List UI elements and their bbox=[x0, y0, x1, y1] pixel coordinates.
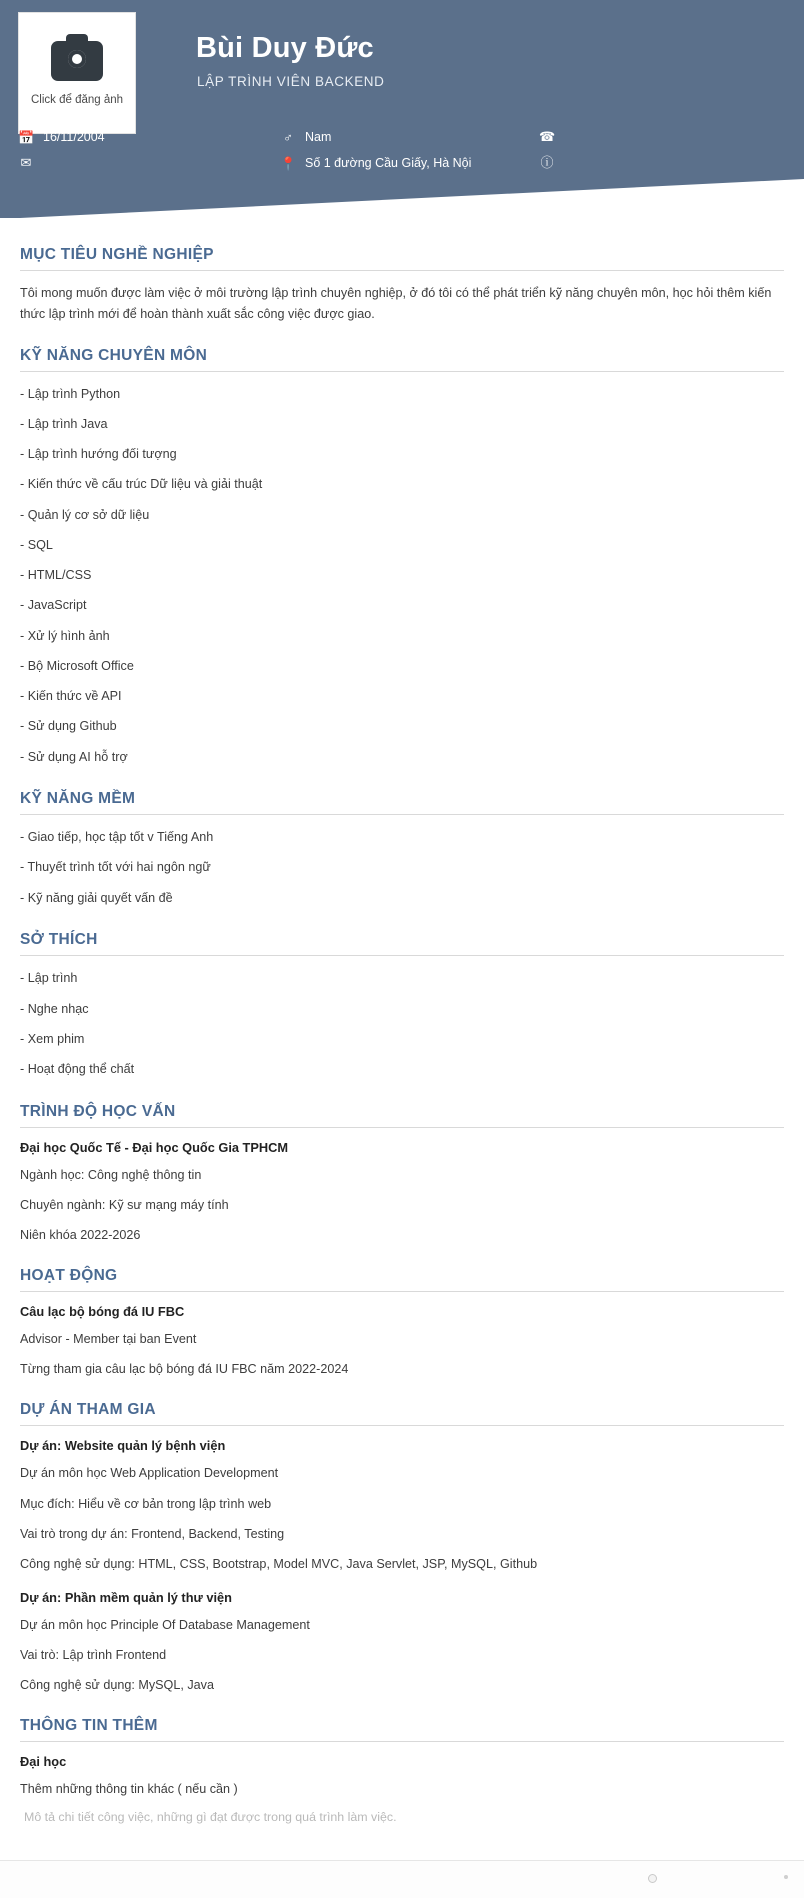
camera-icon bbox=[51, 41, 103, 81]
page-footer bbox=[0, 1860, 804, 1898]
section-title-hard-skills: KỸ NĂNG CHUYÊN MÔN bbox=[20, 346, 208, 364]
additional-subhead[interactable]: Đại học bbox=[20, 1754, 67, 1770]
education-line[interactable]: Niên khóa 2022-2026 bbox=[20, 1228, 141, 1243]
list-item[interactable]: - Xử lý hình ảnh bbox=[20, 628, 110, 643]
list-item[interactable]: - Lập trình Java bbox=[20, 416, 108, 431]
section-soft-skills bbox=[20, 790, 784, 909]
job-title[interactable]: LẬP TRÌNH VIÊN BACKEND bbox=[197, 74, 385, 89]
divider bbox=[20, 270, 784, 271]
list-item[interactable]: - Sử dụng AI hỗ trợ bbox=[20, 749, 128, 764]
list-item[interactable]: - Lập trình hướng đối tượng bbox=[20, 447, 177, 462]
project-name[interactable]: Dự án: Phần mềm quản lý thư viện bbox=[20, 1590, 232, 1606]
list-item[interactable]: - Thuyết trình tốt với hai ngôn ngữ bbox=[20, 860, 211, 875]
project-line[interactable]: Dự án môn học Principle Of Database Management bbox=[20, 1618, 310, 1633]
activity-club[interactable]: Câu lạc bộ bóng đá IU FBC bbox=[20, 1304, 185, 1320]
section-objective bbox=[20, 246, 784, 325]
section-title-activities: HOẠT ĐỘNG bbox=[20, 1267, 118, 1285]
divider bbox=[20, 1425, 784, 1426]
contact-dob[interactable] bbox=[18, 130, 105, 144]
list-item[interactable]: - Kiến thức về cấu trúc Dữ liệu và giải thuật bbox=[20, 477, 263, 492]
education-line[interactable]: Chuyên ngành: Kỹ sư mạng máy tính bbox=[20, 1197, 229, 1212]
education-line[interactable]: Ngành học: Công nghệ thông tin bbox=[20, 1167, 202, 1182]
list-item[interactable]: - HTML/CSS bbox=[20, 568, 92, 583]
contact-email[interactable] bbox=[18, 156, 43, 169]
calendar-icon: 📅 bbox=[18, 129, 35, 145]
project-item bbox=[20, 1590, 784, 1695]
mail-icon: ✉ bbox=[20, 155, 32, 170]
contact-info-extra[interactable] bbox=[539, 156, 564, 169]
section-title-education: TRÌNH ĐỘ HỌC VẤN bbox=[20, 1102, 176, 1120]
divider bbox=[20, 371, 784, 372]
list-item[interactable]: - Kiến thức về API bbox=[20, 689, 122, 704]
list-item[interactable]: - Kỹ năng giải quyết vấn đề bbox=[20, 890, 173, 905]
additional-line[interactable]: Thêm những thông tin khác ( nếu cần ) bbox=[20, 1782, 238, 1797]
objective-text[interactable]: Tôi mong muốn được làm việc ở môi trường lập trình chuyên nghiệp, ở đó tôi có thể phát triển kỹ năng chuyên môn, học hỏi thêm kiến thức lập trình mới để hoàn thành xuất sắc công việc được giao. bbox=[20, 286, 772, 321]
contact-gender[interactable] bbox=[280, 130, 331, 144]
contact-info bbox=[14, 126, 784, 186]
list-item[interactable]: - Lập trình Python bbox=[20, 386, 121, 401]
section-title-objective: MỤC TIÊU NGHỀ NGHIỆP bbox=[20, 246, 214, 263]
address-value: Số 1 đường Cầu Giấy, Hà Nội bbox=[305, 156, 472, 170]
gender-value: Nam bbox=[305, 130, 332, 144]
section-additional bbox=[20, 1717, 784, 1823]
divider bbox=[20, 955, 784, 956]
gender-icon: ♂ bbox=[283, 129, 293, 145]
footer-handle-icon[interactable] bbox=[648, 1874, 657, 1883]
phone-icon: ☎ bbox=[539, 129, 556, 144]
list-item[interactable]: - Giao tiếp, học tập tốt v Tiếng Anh bbox=[20, 830, 214, 845]
info-icon: ⓘ bbox=[540, 155, 554, 170]
additional-placeholder[interactable]: Mô tả chi tiết công việc, những gì đạt được trong quá trình làm việc. bbox=[24, 1809, 397, 1824]
section-title-additional: THÔNG TIN THÊM bbox=[20, 1717, 158, 1735]
hobbies-list bbox=[20, 968, 784, 1080]
soft-skills-list bbox=[20, 827, 784, 909]
section-hobbies bbox=[20, 931, 784, 1080]
divider bbox=[20, 1127, 784, 1128]
photo-upload-box[interactable] bbox=[18, 12, 136, 134]
section-activities bbox=[20, 1267, 784, 1379]
location-icon: 📍 bbox=[280, 155, 297, 171]
project-line[interactable]: Vai trò: Lập trình Frontend bbox=[20, 1648, 167, 1663]
activity-line[interactable]: Từng tham gia câu lạc bộ bóng đá IU FBC năm 2022-2024 bbox=[20, 1362, 349, 1377]
section-education bbox=[20, 1103, 784, 1245]
list-item[interactable]: - Nghe nhạc bbox=[20, 1001, 89, 1016]
list-item[interactable]: - Bộ Microsoft Office bbox=[20, 658, 134, 673]
list-item[interactable]: - Quản lý cơ sở dữ liệu bbox=[20, 507, 150, 522]
candidate-name[interactable]: Bùi Duy Đức bbox=[196, 32, 374, 64]
section-hard-skills bbox=[20, 347, 784, 769]
list-item[interactable]: - SQL bbox=[20, 537, 53, 552]
education-school[interactable]: Đại học Quốc Tế - Đại học Quốc Gia TPHCM bbox=[20, 1139, 289, 1155]
project-line[interactable]: Mục đích: Hiểu về cơ bản trong lập trình web bbox=[20, 1496, 272, 1511]
activity-line[interactable]: Advisor - Member tại ban Event bbox=[20, 1332, 197, 1347]
section-title-soft-skills: KỸ NĂNG MỀM bbox=[20, 790, 136, 808]
section-title-projects: DỰ ÁN THAM GIA bbox=[20, 1401, 156, 1419]
dob-value: 16/11/2004 bbox=[43, 130, 105, 144]
list-item[interactable]: - Hoạt động thể chất bbox=[20, 1062, 135, 1077]
divider bbox=[20, 1291, 784, 1292]
contact-address[interactable] bbox=[280, 156, 471, 170]
project-name[interactable]: Dự án: Website quản lý bệnh viện bbox=[20, 1438, 226, 1454]
project-line[interactable]: Công nghệ sử dụng: MySQL, Java bbox=[20, 1678, 214, 1693]
project-line[interactable]: Công nghệ sử dụng: HTML, CSS, Bootstrap, Model MVC, Java Servlet, JSP, MySQL, Github bbox=[20, 1556, 538, 1571]
list-item[interactable]: - Sử dụng Github bbox=[20, 719, 117, 734]
hard-skills-list bbox=[20, 384, 784, 769]
photo-upload-label: Click để đăng ảnh bbox=[30, 93, 124, 106]
divider bbox=[20, 814, 784, 815]
list-item[interactable]: - JavaScript bbox=[20, 598, 87, 613]
divider bbox=[20, 1741, 784, 1742]
section-title-hobbies: SỞ THÍCH bbox=[20, 931, 98, 949]
footer-dot-icon bbox=[784, 1875, 788, 1879]
project-line[interactable]: Vai trò trong dự án: Frontend, Backend, Testing bbox=[20, 1526, 285, 1541]
project-line[interactable]: Dự án môn học Web Application Development bbox=[20, 1466, 279, 1481]
list-item[interactable]: - Xem phim bbox=[20, 1031, 85, 1046]
cv-body bbox=[0, 246, 804, 1864]
contact-phone[interactable] bbox=[539, 130, 564, 143]
project-item bbox=[20, 1438, 784, 1574]
list-item[interactable]: - Lập trình bbox=[20, 971, 78, 986]
section-projects bbox=[20, 1401, 784, 1695]
cv-header bbox=[0, 0, 804, 218]
